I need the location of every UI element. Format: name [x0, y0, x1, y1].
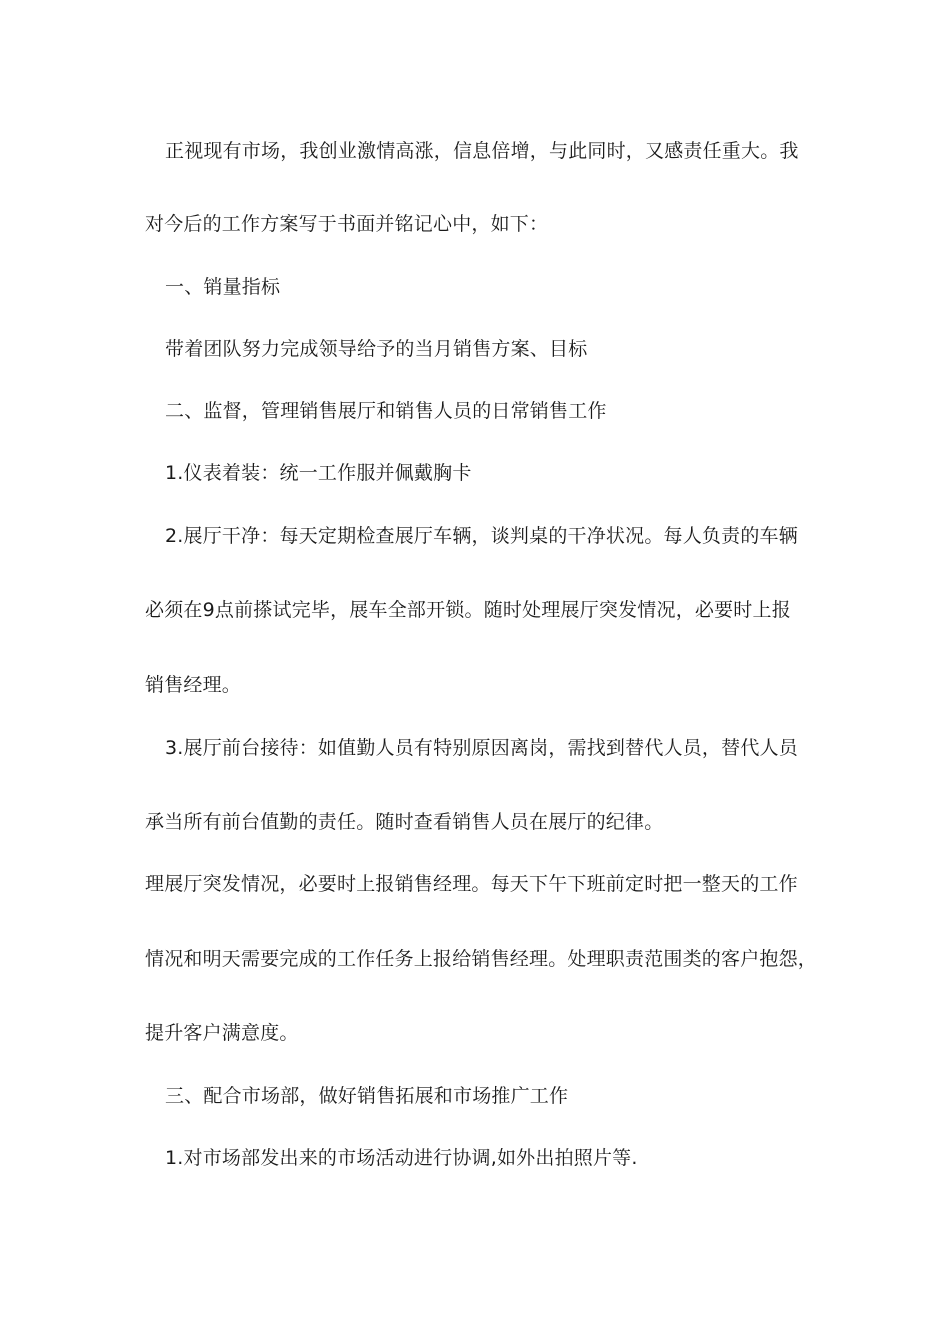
- paragraph-continued-line-1: 理展厅突发情况，必要时上报销售经理。每天下午下班前定时把一整天的工作: [145, 873, 798, 895]
- section-heading-1: 一、销量指标: [165, 276, 281, 298]
- list-item-2-3-line-2: 承当所有前台值勤的责任。随时查看销售人员在展厅的纪律。: [145, 811, 664, 833]
- section-heading-3: 三、配合市场部，做好销售拓展和市场推广工作: [165, 1085, 569, 1107]
- list-item-3-1: 1.对市场部发出来的市场活动进行协调,如外出拍照片等.: [165, 1147, 638, 1169]
- list-item-2-2-line-2: 必须在9点前搽试完毕，展车全部开锁。随时处理展厅突发情况，必要时上报: [145, 599, 791, 621]
- section-heading-2: 二、监督，管理销售展厅和销售人员的日常销售工作: [165, 400, 607, 422]
- list-item-2-2-line-3: 销售经理。: [145, 674, 242, 696]
- paragraph-continued-line-2: 情况和明天需要完成的工作任务上报给销售经理。处理职责范围类的客户抱怨，: [145, 948, 818, 970]
- list-item-2-3-line-1: 3.展厅前台接待：如值勤人员有特别原因离岗，需找到替代人员，替代人员: [165, 737, 798, 759]
- list-item-2-2-line-1: 2.展厅干净：每天定期检查展厅车辆，谈判桌的干净状况。每人负责的车辆: [165, 525, 798, 547]
- paragraph-intro-line-2: 对今后的工作方案写于书面并铭记心中，如下：: [145, 213, 549, 235]
- paragraph-intro-line-1: 正视现有市场，我创业激情高涨，信息倍增，与此同时，又感责任重大。我: [165, 140, 799, 162]
- section-1-text: 带着团队努力完成领导给予的当月销售方案、目标: [165, 338, 588, 360]
- paragraph-continued-line-3: 提升客户满意度。: [145, 1022, 299, 1044]
- list-item-2-1: 1.仪表着装：统一工作服并佩戴胸卡: [165, 462, 472, 484]
